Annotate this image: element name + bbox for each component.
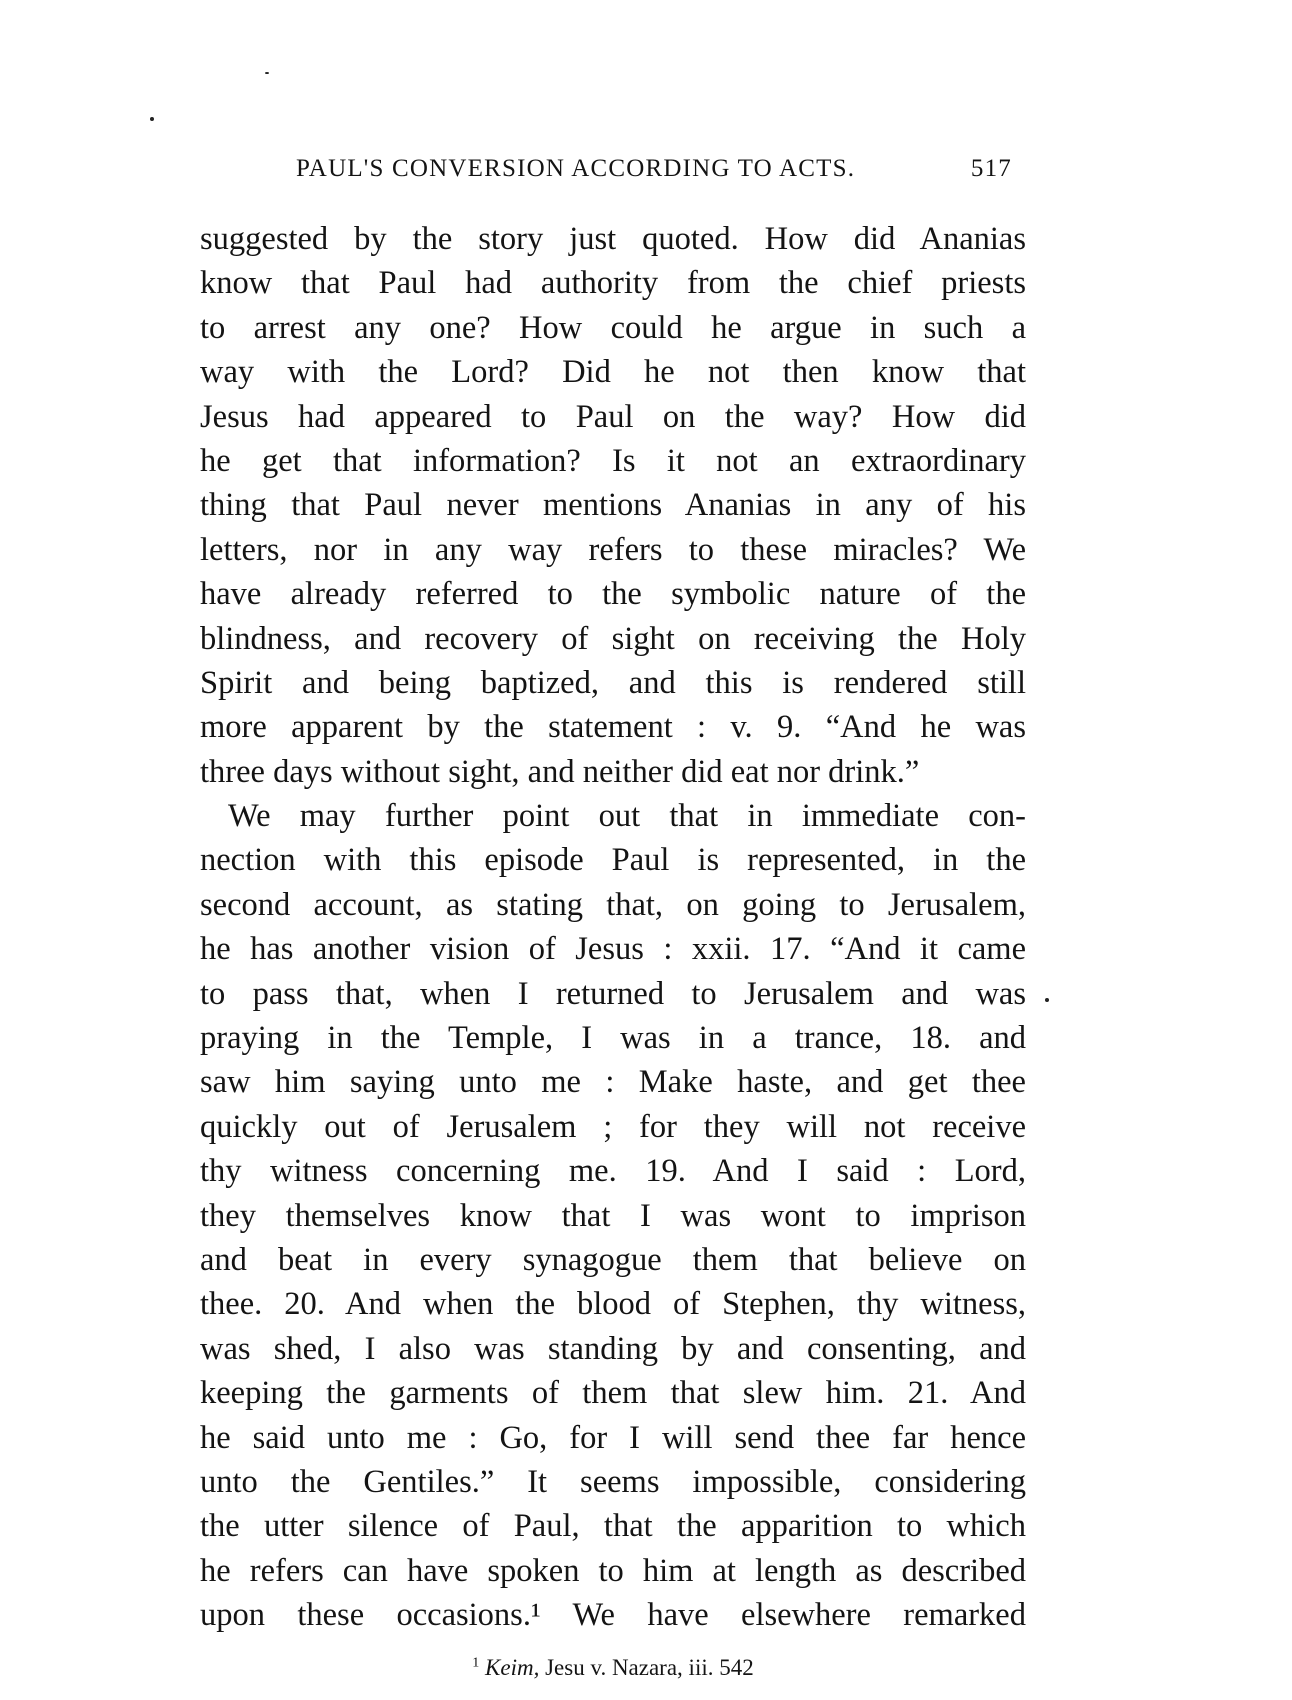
text-line: second account, as stating that, on going to Jerusalem, [200,886,1026,923]
text-line: upon these occasions.¹ We have elsewhere remarked [200,1597,1026,1634]
running-title: PAUL'S CONVERSION ACCORDING TO ACTS. [296,155,856,182]
text-line: nection with this episode Paul is represented, in the [200,842,1026,879]
text-line: letters, nor in any way refers to these miracles? We [200,531,1026,568]
footnote [200,1655,1026,1681]
text-line: he refers can have spoken to him at length as described [200,1552,1026,1589]
text-line: was shed, I also was standing by and consenting, and [200,1330,1026,1367]
text-line: suggested by the story just quoted. How did Ananias [200,221,1026,257]
text-line: thee. 20. And when the blood of Stephen, thy witness, [200,1286,1026,1323]
text-line: to arrest any one? How could he argue in such a [200,309,1026,346]
scan-speck [150,117,154,121]
text-line: three days without sight, and neither did eat nor drink.” [200,753,920,790]
text-line: have already referred to the symbolic nature of the [200,576,1026,613]
text-line: quickly out of Jerusalem ; for they will not receive [200,1108,1026,1145]
text-line: know that Paul had authority from the chief priests [200,265,1026,302]
text-line: unto the Gentiles.” It seems impossible, considering [200,1463,1026,1500]
text-line: he said unto me : Go, for I will send thee far hence [200,1419,1026,1456]
text-line: he get that information? Is it not an extraordinary [200,442,1026,479]
page-number: 517 [970,155,1012,182]
scan-speck [1045,998,1049,1002]
text-line: way with the Lord? Did he not then know that [200,354,1026,391]
text-line: praying in the Temple, I was in a trance, 18. and [200,1020,1026,1057]
text-line: Jesus had appeared to Paul on the way? How did [200,398,1026,435]
text-line: We may further point out that in immediate con- [228,798,1026,835]
text-line: he has another vision of Jesus : xxii. 17. “And it came [200,931,1026,968]
text-line: Spirit and being baptized, and this is rendered still [200,664,1026,701]
text-line: blindness, and recovery of sight on receiving the Holy [200,620,1026,657]
text-line: thing that Paul never mentions Ananias in any of his [200,487,1026,524]
text-line: saw him saying unto me : Make haste, and get thee [200,1064,1026,1101]
text-line: they themselves know that I was wont to imprison [200,1197,1026,1234]
body-text [200,217,1026,1638]
text-line: and beat in every synagogue them that believe on [200,1241,1026,1278]
scan-speck [265,72,269,74]
footnote-text: Jesu v. Nazara, iii. 542 [545,1655,754,1680]
running-header [200,155,1026,195]
footnote-marker: 1 [472,1655,480,1671]
footnote-author: Keim, [485,1655,540,1680]
text-line: more apparent by the statement : v. 9. “And he was [200,709,1026,746]
text-line: the utter silence of Paul, that the apparition to which [200,1508,1026,1545]
text-line: to pass that, when I returned to Jerusalem and was [200,975,1026,1012]
text-line: thy witness concerning me. 19. And I said : Lord, [200,1153,1026,1190]
text-line: keeping the garments of them that slew him. 21. And [200,1375,1026,1412]
